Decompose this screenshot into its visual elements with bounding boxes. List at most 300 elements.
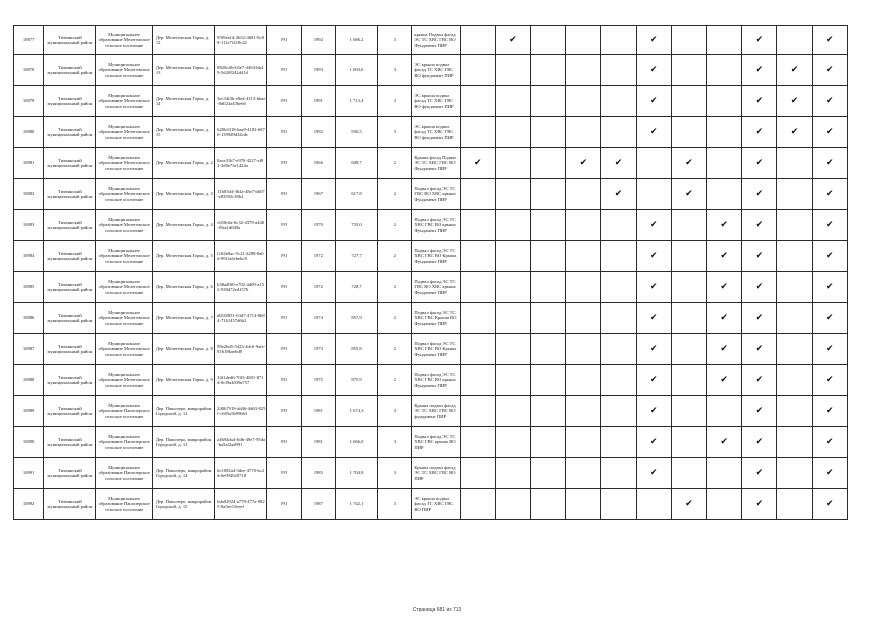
- works-list-cell: Подвал фасад ЭС ТС ГВС ВО ХВС крыша Фундамент ПИР: [412, 272, 460, 303]
- work-type-cell: [777, 303, 812, 334]
- work-type-cell: [601, 334, 636, 365]
- floors-cell: 3: [378, 86, 412, 117]
- checkmark-icon: ✔: [649, 250, 658, 261]
- build-year-cell: 1973: [301, 334, 335, 365]
- work-type-cell: [566, 148, 601, 179]
- work-type-cell: [636, 458, 671, 489]
- checkmark-icon: ✔: [649, 374, 658, 385]
- municipality-cell: Муниципальное образование Мелегежское сельское поселение: [96, 26, 152, 55]
- work-type-cell: [601, 396, 636, 427]
- table-body: [14, 26, 848, 520]
- works-list-cell: Крыша подвал фасад ЭС ТС ХВС ГВС ВО ПИР: [412, 458, 460, 489]
- build-year-cell: 1972: [301, 272, 335, 303]
- work-type-cell: [460, 396, 495, 427]
- work-type-cell: [671, 55, 706, 86]
- work-type-cell: [531, 489, 566, 520]
- work-type-cell: [636, 303, 671, 334]
- work-type-cell: [671, 427, 706, 458]
- row-number: 10877: [14, 26, 44, 55]
- checkmark-icon: ✔: [720, 250, 728, 261]
- work-type-cell: [566, 26, 601, 55]
- municipality-cell: Муниципальное образование Мелегежское сельское поселение: [96, 86, 152, 117]
- municipality-cell: Муниципальное образование Мелегежское сельское поселение: [96, 334, 152, 365]
- checkmark-icon: ✔: [826, 467, 834, 478]
- work-type-cell: [460, 303, 495, 334]
- work-type-cell: [601, 489, 636, 520]
- table-row: [14, 489, 848, 520]
- address-cell: Дер. Мелегежская Горка, д. 14: [152, 86, 214, 117]
- checkmark-icon: ✔: [755, 343, 764, 354]
- work-type-cell: [707, 210, 742, 241]
- row-number: 10878: [14, 55, 44, 86]
- work-type-cell: [495, 117, 530, 148]
- work-type-cell: [707, 396, 742, 427]
- work-type-cell: [460, 272, 495, 303]
- municipality-cell: Муниципальное образование Мелегежское сельское поселение: [96, 272, 152, 303]
- work-type-cell: [812, 148, 847, 179]
- work-type-cell: [566, 179, 601, 210]
- work-type-cell: [777, 396, 812, 427]
- municipality-cell: Муниципальное образование Пашозерское сельское поселение: [96, 427, 152, 458]
- address-cell: Дер. Мелегежская Горка, д. 3: [152, 179, 214, 210]
- work-type-cell: [566, 427, 601, 458]
- municipality-cell: Муниципальное образование Пашозерское сельское поселение: [96, 396, 152, 427]
- work-type-cell: [777, 210, 812, 241]
- checkmark-icon: ✔: [614, 188, 623, 199]
- checkmark-icon: ✔: [755, 436, 764, 447]
- work-type-cell: [742, 334, 777, 365]
- fund-form-cell: РО: [267, 148, 301, 179]
- cadastral-id-cell: bda02924-a778-477a-9825-8a5ee15eeef: [215, 489, 267, 520]
- work-type-cell: [636, 117, 671, 148]
- area-cell: 1 713,4: [335, 86, 377, 117]
- work-type-cell: [742, 117, 777, 148]
- work-type-cell: [636, 210, 671, 241]
- work-type-cell: [812, 365, 847, 396]
- checkmark-icon: ✔: [685, 188, 693, 199]
- table-row: [14, 241, 848, 272]
- work-type-cell: [812, 179, 847, 210]
- build-year-cell: 1992: [301, 26, 335, 55]
- checkmark-icon: ✔: [790, 64, 799, 75]
- work-type-cell: [531, 148, 566, 179]
- checkmark-icon: ✔: [826, 250, 834, 261]
- area-cell: 855,8: [335, 334, 377, 365]
- build-year-cell: 1967: [301, 179, 335, 210]
- checkmark-icon: ✔: [649, 219, 658, 230]
- checkmark-icon: ✔: [826, 374, 834, 385]
- checkmark-icon: ✔: [826, 405, 834, 416]
- work-type-cell: [495, 396, 530, 427]
- row-number: 10886: [14, 303, 44, 334]
- checkmark-icon: ✔: [720, 219, 728, 230]
- work-type-cell: [531, 55, 566, 86]
- build-year-cell: 1972: [301, 241, 335, 272]
- district-cell: Тихвинский муниципальный район: [44, 303, 96, 334]
- work-type-cell: [777, 427, 812, 458]
- floors-cell: 2: [378, 365, 412, 396]
- area-cell: 617,8: [335, 179, 377, 210]
- work-type-cell: [601, 241, 636, 272]
- work-type-cell: [495, 272, 530, 303]
- work-type-cell: [460, 55, 495, 86]
- work-type-cell: [671, 179, 706, 210]
- cadastral-id-cell: f162b9ac-5c21-4298-8a0d-99f1a6cbebc8: [215, 241, 267, 272]
- address-cell: Дер. Пашозеро, микрорайон Городской, д. 14: [152, 458, 214, 489]
- cadastral-id-cell: 620b3318-baa0-4182-b876-1399d9d34cdc: [215, 117, 267, 148]
- floors-cell: 2: [378, 272, 412, 303]
- work-type-cell: [566, 334, 601, 365]
- work-type-cell: [636, 365, 671, 396]
- fund-form-cell: РО: [267, 241, 301, 272]
- checkmark-icon: ✔: [649, 34, 658, 45]
- work-type-cell: [601, 458, 636, 489]
- checkmark-icon: ✔: [579, 157, 588, 168]
- works-list-cell: Подвал фасад ЭС ТС ХВС ГВС ВО Крыша Фундамент ПИР: [412, 334, 460, 365]
- work-type-cell: [636, 86, 671, 117]
- district-cell: Тихвинский муниципальный район: [44, 26, 96, 55]
- table-row: [14, 86, 848, 117]
- municipality-cell: Муниципальное образование Пашозерское сельское поселение: [96, 489, 152, 520]
- fund-form-cell: РО: [267, 117, 301, 148]
- work-type-cell: [460, 86, 495, 117]
- address-cell: Дер. Мелегежская Горка, д. 9: [152, 365, 214, 396]
- district-cell: Тихвинский муниципальный район: [44, 396, 96, 427]
- page-footer: Страница 681 из 713: [412, 607, 462, 613]
- area-cell: 857,9: [335, 303, 377, 334]
- work-type-cell: [460, 489, 495, 520]
- municipality-cell: Муниципальное образование Мелегежское сельское поселение: [96, 303, 152, 334]
- work-type-cell: [566, 241, 601, 272]
- checkmark-icon: ✔: [826, 95, 834, 106]
- floors-cell: 3: [378, 489, 412, 520]
- work-type-cell: [531, 179, 566, 210]
- work-type-cell: [671, 489, 706, 520]
- municipality-cell: Муниципальное образование Пашозерское сельское поселение: [96, 458, 152, 489]
- checkmark-icon: ✔: [826, 219, 834, 230]
- checkmark-icon: ✔: [755, 64, 764, 75]
- work-type-cell: [495, 334, 530, 365]
- work-type-cell: [566, 272, 601, 303]
- address-cell: Дер. Мелегежская Горка, д. 6: [152, 272, 214, 303]
- work-type-cell: [812, 458, 847, 489]
- checkmark-icon: ✔: [826, 498, 834, 509]
- address-cell: Дер. Мелегежская Горка, д. 12: [152, 26, 214, 55]
- work-type-cell: [707, 272, 742, 303]
- works-list-cell: крыша Подвал фасад ЭС ТС ХВС ГВС ВО Фундамент ПИР: [412, 26, 460, 55]
- work-type-cell: [566, 117, 601, 148]
- work-type-cell: [531, 365, 566, 396]
- work-type-cell: [707, 148, 742, 179]
- row-number: 10884: [14, 241, 44, 272]
- table-row: [14, 365, 848, 396]
- work-type-cell: [531, 241, 566, 272]
- checkmark-icon: ✔: [790, 126, 799, 137]
- district-cell: Тихвинский муниципальный район: [44, 365, 96, 396]
- work-type-cell: [531, 334, 566, 365]
- checkmark-icon: ✔: [649, 312, 658, 323]
- works-list-cell: Подвал фасад ЭС ТС ХВС ГВС ВО крыша Фундамент ПИР: [412, 210, 460, 241]
- district-cell: Тихвинский муниципальный район: [44, 148, 96, 179]
- cadastral-id-cell: b38ad9f0-e702-4d09-a152-939d72ed1576: [215, 272, 267, 303]
- checkmark-icon: ✔: [826, 281, 834, 292]
- floors-cell: 3: [378, 396, 412, 427]
- table-row: [14, 210, 848, 241]
- work-type-cell: [777, 458, 812, 489]
- build-year-cell: 1975: [301, 365, 335, 396]
- floors-cell: 3: [378, 55, 412, 86]
- checkmark-icon: ✔: [755, 281, 764, 292]
- work-type-cell: [460, 179, 495, 210]
- work-type-cell: [460, 210, 495, 241]
- fund-form-cell: РО: [267, 458, 301, 489]
- fund-form-cell: РО: [267, 365, 301, 396]
- checkmark-icon: ✔: [649, 467, 658, 478]
- works-list-cell: Крыша подвал фасад ЭС ТС ХВС ГВС ВО фундамент ПИР: [412, 396, 460, 427]
- works-list-cell: Подвал фасад ЭС ТС ГВС ВО ХВС крыша Фундамент ПИР: [412, 179, 460, 210]
- district-cell: Тихвинский муниципальный район: [44, 86, 96, 117]
- work-type-cell: [742, 303, 777, 334]
- row-number: 10885: [14, 272, 44, 303]
- housing-register-table: [13, 25, 848, 520]
- area-cell: 1 674,3: [335, 396, 377, 427]
- work-type-cell: [531, 86, 566, 117]
- area-cell: 830,5: [335, 117, 377, 148]
- work-type-cell: [566, 489, 601, 520]
- work-type-cell: [531, 427, 566, 458]
- checkmark-icon: ✔: [685, 498, 693, 509]
- work-type-cell: [601, 303, 636, 334]
- work-type-cell: [495, 365, 530, 396]
- work-type-cell: [812, 272, 847, 303]
- floors-cell: 3: [378, 117, 412, 148]
- checkmark-icon: ✔: [755, 250, 764, 261]
- table-row: [14, 427, 848, 458]
- work-type-cell: [566, 303, 601, 334]
- row-number: 10892: [14, 489, 44, 520]
- cadastral-id-cell: c658c6a-6c32-4379-a440-f9ae1d049a: [215, 210, 267, 241]
- work-type-cell: [671, 334, 706, 365]
- district-cell: Тихвинский муниципальный район: [44, 210, 96, 241]
- address-cell: Дер. Пашозеро, микрорайон Городской, д. 15: [152, 489, 214, 520]
- checkmark-icon: ✔: [755, 126, 764, 137]
- work-type-cell: [777, 55, 812, 86]
- address-cell: Дер. Мелегежская Горка, д. 2: [152, 148, 214, 179]
- floors-cell: 2: [378, 241, 412, 272]
- fund-form-cell: РО: [267, 272, 301, 303]
- checkmark-icon: ✔: [826, 188, 834, 199]
- work-type-cell: [460, 241, 495, 272]
- district-cell: Тихвинский муниципальный район: [44, 179, 96, 210]
- work-type-cell: [812, 427, 847, 458]
- district-cell: Тихвинский муниципальный район: [44, 458, 96, 489]
- checkmark-icon: ✔: [649, 126, 658, 137]
- checkmark-icon: ✔: [755, 95, 764, 106]
- work-type-cell: [531, 26, 566, 55]
- address-cell: Дер. Мелегежская Горка, д. 8: [152, 334, 214, 365]
- table-row: [14, 272, 848, 303]
- checkmark-icon: ✔: [790, 95, 799, 106]
- municipality-cell: Муниципальное образование Мелегежское сельское поселение: [96, 148, 152, 179]
- checkmark-icon: ✔: [685, 157, 693, 168]
- work-type-cell: [671, 396, 706, 427]
- row-number: 10889: [14, 396, 44, 427]
- checkmark-icon: ✔: [720, 343, 728, 354]
- work-type-cell: [636, 489, 671, 520]
- work-type-cell: [601, 272, 636, 303]
- work-type-cell: [636, 148, 671, 179]
- work-type-cell: [812, 26, 847, 55]
- work-type-cell: [601, 365, 636, 396]
- municipality-cell: Муниципальное образование Мелегежское сельское поселение: [96, 179, 152, 210]
- works-list-cell: ЭС крыша подвал фасад ТС ХВС ГВС ВО фундамент ПИР: [412, 117, 460, 148]
- cadastral-id-cell: 240b7918-dd46-4d63-825f-c605a5b99b63: [215, 396, 267, 427]
- work-type-cell: [707, 427, 742, 458]
- table-row: [14, 334, 848, 365]
- row-number: 10879: [14, 86, 44, 117]
- work-type-cell: [812, 241, 847, 272]
- work-type-cell: [601, 210, 636, 241]
- work-type-cell: [742, 55, 777, 86]
- work-type-cell: [566, 365, 601, 396]
- municipality-cell: Муниципальное образование Мелегежское сельское поселение: [96, 241, 152, 272]
- work-type-cell: [636, 272, 671, 303]
- checkmark-icon: ✔: [649, 436, 658, 447]
- work-type-cell: [742, 148, 777, 179]
- address-cell: Дер. Мелегежская Горка, д. 13: [152, 55, 214, 86]
- cadastral-id-cell: 8828cffb-b5e7-4404-bb49-5d2f8242d41d: [215, 55, 267, 86]
- work-type-cell: [566, 396, 601, 427]
- cadastral-id-cell: 11b05d4-364a-48e7-bb07-e83592c39b2: [215, 179, 267, 210]
- address-cell: Дер. Мелегежская Горка, д. 5: [152, 241, 214, 272]
- build-year-cell: 1987: [301, 489, 335, 520]
- district-cell: Тихвинский муниципальный район: [44, 334, 96, 365]
- checkmark-icon: ✔: [755, 498, 764, 509]
- area-cell: 608,7: [335, 148, 377, 179]
- work-type-cell: [460, 26, 495, 55]
- work-type-cell: [495, 55, 530, 86]
- fund-form-cell: РО: [267, 210, 301, 241]
- address-cell: Дер. Мелегежская Горка, д. 15: [152, 117, 214, 148]
- checkmark-icon: ✔: [755, 467, 764, 478]
- work-type-cell: [671, 210, 706, 241]
- area-cell: 728,7: [335, 272, 377, 303]
- checkmark-icon: ✔: [755, 374, 764, 385]
- build-year-cell: 1974: [301, 303, 335, 334]
- build-year-cell: 1981: [301, 396, 335, 427]
- work-type-cell: [707, 303, 742, 334]
- floors-cell: 2: [378, 303, 412, 334]
- work-type-cell: [495, 489, 530, 520]
- work-type-cell: [777, 86, 812, 117]
- checkmark-icon: ✔: [826, 312, 834, 323]
- area-cell: 735,0: [335, 210, 377, 241]
- work-type-cell: [531, 396, 566, 427]
- table-row: [14, 148, 848, 179]
- work-type-cell: [742, 272, 777, 303]
- work-type-cell: [812, 489, 847, 520]
- work-type-cell: [601, 117, 636, 148]
- work-type-cell: [460, 148, 495, 179]
- work-type-cell: [601, 86, 636, 117]
- row-number: 10880: [14, 117, 44, 148]
- work-type-cell: [601, 55, 636, 86]
- work-type-cell: [812, 86, 847, 117]
- checkmark-icon: ✔: [755, 157, 764, 168]
- work-type-cell: [460, 427, 495, 458]
- build-year-cell: 1970: [301, 210, 335, 241]
- row-number: 10881: [14, 148, 44, 179]
- fund-form-cell: РО: [267, 179, 301, 210]
- district-cell: Тихвинский муниципальный район: [44, 241, 96, 272]
- row-number: 10887: [14, 334, 44, 365]
- work-type-cell: [636, 241, 671, 272]
- checkmark-icon: ✔: [649, 95, 658, 106]
- work-type-cell: [671, 86, 706, 117]
- row-number: 10891: [14, 458, 44, 489]
- work-type-cell: [742, 210, 777, 241]
- fund-form-cell: РО: [267, 334, 301, 365]
- area-cell: 1 693,6: [335, 55, 377, 86]
- work-type-cell: [601, 179, 636, 210]
- work-type-cell: [531, 458, 566, 489]
- work-type-cell: [566, 458, 601, 489]
- work-type-cell: [777, 489, 812, 520]
- work-type-cell: [707, 334, 742, 365]
- district-cell: Тихвинский муниципальный район: [44, 117, 96, 148]
- work-type-cell: [671, 365, 706, 396]
- table-row: [14, 303, 848, 334]
- fund-form-cell: РО: [267, 396, 301, 427]
- work-type-cell: [742, 241, 777, 272]
- work-type-cell: [742, 179, 777, 210]
- checkmark-icon: ✔: [755, 405, 764, 416]
- checkmark-icon: ✔: [755, 219, 764, 230]
- work-type-cell: [636, 179, 671, 210]
- work-type-cell: [671, 458, 706, 489]
- works-list-cell: Крыша фасад Подвал ЭС ТС ХВС ГВС ВО Фундамент ПИР: [412, 148, 460, 179]
- district-cell: Тихвинский муниципальный район: [44, 489, 96, 520]
- work-type-cell: [777, 179, 812, 210]
- work-type-cell: [707, 117, 742, 148]
- work-type-cell: [495, 241, 530, 272]
- work-type-cell: [742, 427, 777, 458]
- work-type-cell: [742, 458, 777, 489]
- works-list-cell: Подвал фасад ЭС ТС ХВС ГВС Крыша ВО Фундамент ПИР: [412, 303, 460, 334]
- work-type-cell: [812, 334, 847, 365]
- work-type-cell: [812, 303, 847, 334]
- floors-cell: 2: [378, 210, 412, 241]
- district-cell: Тихвинский муниципальный район: [44, 272, 96, 303]
- checkmark-icon: ✔: [826, 343, 834, 354]
- work-type-cell: [566, 86, 601, 117]
- fund-form-cell: РО: [267, 489, 301, 520]
- work-type-cell: [495, 148, 530, 179]
- table-row: [14, 179, 848, 210]
- work-type-cell: [636, 26, 671, 55]
- floors-cell: 2: [378, 148, 412, 179]
- work-type-cell: [495, 179, 530, 210]
- checkmark-icon: ✔: [473, 157, 482, 168]
- work-type-cell: [531, 210, 566, 241]
- work-type-cell: [671, 241, 706, 272]
- work-type-cell: [636, 427, 671, 458]
- checkmark-icon: ✔: [649, 405, 658, 416]
- works-list-cell: ЭС крыша подвал фасад ТС ХВС ГВС ВО фундамент ПИР: [412, 55, 460, 86]
- cadastral-id-cell: 3ec34f3b-a9ed-4313-bbae-0d023a436e66: [215, 86, 267, 117]
- district-cell: Тихвинский муниципальный район: [44, 55, 96, 86]
- work-type-cell: [707, 365, 742, 396]
